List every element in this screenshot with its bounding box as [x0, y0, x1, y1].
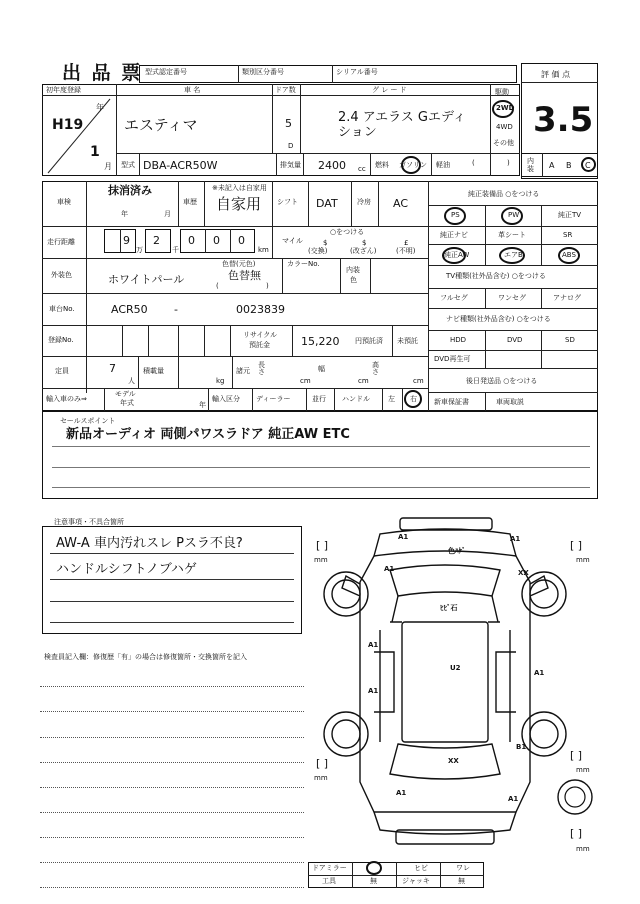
- color-no-label: カラーNo.: [287, 260, 320, 268]
- genuine-sr: SR: [563, 231, 573, 239]
- mark-front-right-fender: A1: [510, 535, 521, 543]
- car-damage-diagram: [320, 512, 570, 852]
- tread-unit-spare: mm: [576, 845, 590, 853]
- tread-front-left: [ ]: [316, 539, 329, 552]
- genuine-tv: 純正TV: [558, 211, 582, 219]
- load-label: 積載量: [143, 367, 164, 375]
- doors-value: 5: [285, 117, 292, 130]
- first-reg-year: H19: [52, 117, 84, 133]
- model-year-unit: 年: [199, 401, 206, 409]
- genuine-airbag-circle: [499, 247, 525, 264]
- jack-label: ジャッキ: [402, 877, 430, 885]
- notes-label: 注意事項・不具合箇所: [54, 518, 124, 526]
- navi-dvd: DVD: [507, 336, 523, 344]
- genuine-abs: ABS: [562, 251, 576, 259]
- tread-unit-fr: mm: [576, 556, 590, 564]
- evaluation-score: 3.5: [533, 100, 594, 140]
- interior-a: A: [549, 161, 555, 170]
- model-value: DBA-ACR50W: [143, 159, 218, 172]
- import-dealer: ディーラー: [256, 395, 291, 403]
- genuine-pw: PW: [508, 211, 520, 219]
- mirror-crack: ヒビ: [414, 864, 428, 872]
- shift-label: シフト: [277, 198, 298, 206]
- exterior-label: 外装色: [51, 271, 72, 279]
- month-unit: 月: [104, 162, 112, 171]
- interior-color-label-2: 色: [350, 276, 357, 284]
- model-year-label-1: モデル: [115, 390, 136, 398]
- genuine-ps: PS: [451, 211, 460, 219]
- handle-label: ハンドル: [342, 395, 370, 403]
- tools-label: 工具: [322, 877, 336, 885]
- genuine-aw-circle: [442, 247, 466, 264]
- navi-hdd: HDD: [450, 336, 467, 344]
- drive-4wd: 4WD: [496, 123, 513, 131]
- mileage-unit: km: [258, 246, 269, 254]
- displacement-label: 排気量: [280, 161, 301, 169]
- tread-spare: [ ]: [570, 827, 583, 840]
- circle-note: ○をつける: [330, 228, 365, 236]
- mirror-label: ドアミラー: [312, 864, 347, 872]
- interior-label: 内装: [527, 157, 534, 173]
- handle-left: 左: [388, 395, 395, 403]
- recycle-value: 15,220: [301, 335, 340, 348]
- model-year-label-2: 年式: [120, 399, 134, 407]
- navi-sd: SD: [565, 336, 575, 344]
- tools-value: 無: [370, 877, 377, 885]
- model-label: 型式: [121, 161, 135, 169]
- inspector-label: 検査員記入欄：修復歴「有」の場合は修復箇所・交換箇所を記入: [44, 653, 247, 661]
- tread-unit-rl: mm: [314, 774, 328, 782]
- genuine-abs-circle: [558, 247, 580, 264]
- mark-windshield: ﾋﾋﾞ石: [440, 604, 458, 612]
- jack-value: 無: [458, 877, 465, 885]
- chassis-label: 車台No.: [49, 305, 75, 313]
- recycle-paid: 円預託済: [355, 337, 383, 345]
- displacement-unit: cc: [358, 165, 366, 173]
- repaint-value: 色替無: [228, 269, 261, 282]
- doors-unit: D: [288, 142, 294, 150]
- interior-color-label-1: 内装: [346, 266, 360, 274]
- mark-front-left: A1: [384, 565, 395, 573]
- id-number-row: [139, 65, 517, 83]
- drive-label: 駆動: [495, 88, 509, 96]
- recycle-unpaid: 未預託: [397, 337, 418, 345]
- grade-value-2: ション: [338, 125, 377, 140]
- genuine-title: 純正装備品 ○をつける: [468, 190, 540, 198]
- genuine-ps-circle: [444, 207, 466, 225]
- drive-other: その他: [493, 139, 514, 147]
- mark-rear-bumper-left: A1: [396, 789, 407, 797]
- doors-label: ドア数: [275, 86, 296, 94]
- mark-right-door: A1: [534, 669, 545, 677]
- capacity-label: 定員: [55, 367, 69, 375]
- recycle-label-2: 預託金: [249, 341, 270, 349]
- import-parallel: 並行: [312, 395, 326, 403]
- inspection-value: 抹消済み: [108, 184, 152, 197]
- mileage-digit-1: 9: [123, 234, 130, 247]
- height-label: 高さ: [372, 361, 379, 376]
- length-label: 長さ: [258, 361, 265, 376]
- mirror-selected-circle: [366, 861, 382, 875]
- mileage-digit-5: 0: [238, 234, 245, 247]
- mark-front-bumper: A1: [398, 533, 409, 541]
- tv-oneseg: ワンセグ: [498, 294, 526, 302]
- fuel-gasoline: ガソリン: [399, 161, 427, 169]
- mark-rear-window: XX: [448, 757, 459, 765]
- note-line-1: AW-A 車内汚れスレ Pスラ不良?: [56, 536, 243, 551]
- type-cert-label: 型式認定番号: [145, 68, 187, 76]
- history-label: 車歴: [183, 198, 197, 206]
- displacement-value: 2400: [318, 159, 346, 172]
- mark-left-door: A1: [368, 641, 379, 649]
- genuine-navi: 純正ナビ: [440, 231, 468, 239]
- mileage-sen: 千: [172, 246, 179, 254]
- dims-label: 諸元: [236, 367, 250, 375]
- inspection-year: 年: [121, 210, 128, 218]
- car-name-label: 車 名: [184, 86, 201, 94]
- width-unit: cm: [358, 377, 369, 385]
- later-manual: 車両取説: [496, 398, 524, 406]
- mileage-digit-4: 0: [213, 234, 220, 247]
- drive-2wd: 2WD: [496, 104, 515, 112]
- handle-selected-circle: [404, 390, 422, 408]
- tv-title: TV種類(社外品含む) ○をつける: [446, 272, 546, 280]
- tread-unit-rr: mm: [576, 766, 590, 774]
- note-line-2: ハンドルシフトノブハゲ: [56, 562, 197, 577]
- interior-selected-circle: [581, 157, 596, 172]
- length-unit: cm: [300, 377, 311, 385]
- mark-front-right-wheel: XX: [518, 569, 529, 577]
- tread-front-right: [ ]: [570, 539, 583, 552]
- grade-value-1: 2.4 アエラス Gエディ: [338, 110, 466, 125]
- genuine-leather: 革シート: [498, 231, 526, 239]
- fuel-diesel: 軽油: [436, 161, 450, 169]
- tread-rear-left: [ ]: [316, 757, 329, 770]
- chassis-prefix: ACR50: [111, 303, 148, 316]
- grade-label: グ レ ー ド: [372, 86, 407, 94]
- serial-label: シリアル番号: [336, 68, 378, 76]
- later-title: 後日発送品 ○をつける: [466, 377, 538, 385]
- handle-right: 右: [410, 395, 417, 403]
- mirror-break: ワレ: [456, 864, 470, 872]
- mileage-digit-3: 0: [188, 234, 195, 247]
- mileage-man: 万: [136, 246, 143, 254]
- exterior-value: ホワイトパール: [108, 273, 185, 286]
- genuine-pw-circle: [501, 207, 523, 225]
- category-label: 類別区分番号: [242, 68, 284, 76]
- mileage-exchanged: (交換): [308, 247, 328, 255]
- mark-roof: U2: [450, 664, 461, 672]
- evaluation-label: 評 価 点: [541, 70, 571, 79]
- chassis-number: 0023839: [236, 303, 285, 316]
- history-value: 自家用: [216, 195, 262, 213]
- tv-fullseg: フルセグ: [440, 294, 468, 302]
- mileage-unknown: (不明): [396, 247, 416, 255]
- mileage-digit-2: 2: [153, 234, 160, 247]
- mark-rear-right: B1: [516, 743, 527, 751]
- capacity-unit: 人: [128, 377, 135, 385]
- fuel-label: 燃料: [375, 161, 389, 169]
- genuine-aw: 純正AW: [444, 251, 470, 259]
- first-reg-month: 1: [90, 144, 100, 160]
- spare-tire: [556, 778, 594, 816]
- tread-rear-right: [ ]: [570, 749, 583, 762]
- dvd-playback: DVD再生可: [434, 355, 471, 363]
- capacity-value: 7: [109, 362, 116, 375]
- recycle-label-1: リサイクル: [243, 331, 278, 339]
- import-type-label: 輸入区分: [212, 395, 240, 403]
- sales-point-text: 新品オーディオ 両側パワスラドア 純正AW ETC: [66, 427, 350, 442]
- form-title: 出 品 票: [62, 62, 143, 84]
- ac-value: AC: [393, 197, 409, 210]
- first-reg-label: 初年度登録: [46, 86, 81, 94]
- repaint-label: 色替(元色): [222, 260, 256, 268]
- mile-label: マイル: [282, 237, 303, 245]
- inspection-month: 月: [164, 210, 171, 218]
- mark-left-slide: A1: [368, 687, 379, 695]
- sales-point-label: セールスポイント: [60, 417, 116, 425]
- year-unit: 年: [96, 103, 104, 112]
- interior-c: C: [585, 161, 591, 170]
- inspection-label: 車検: [57, 198, 71, 206]
- mileage-modified: (改ざん): [350, 247, 377, 255]
- shift-value: DAT: [316, 197, 338, 210]
- width-label: 幅: [318, 365, 325, 373]
- tv-analog: アナログ: [553, 294, 581, 302]
- import-label: 輸入車のみ⇒: [46, 395, 87, 403]
- chassis-dash: -: [174, 303, 178, 316]
- later-warranty: 新車保証書: [434, 398, 469, 406]
- mark-hood-paint: 色ﾊｹﾞ: [448, 547, 466, 555]
- height-unit: cm: [413, 377, 424, 385]
- fuel-selected-circle: [401, 156, 421, 174]
- ac-label: 冷房: [357, 198, 371, 206]
- car-name: エスティマ: [124, 116, 198, 134]
- reg-no-label: 登録No.: [48, 336, 74, 344]
- tread-unit-fl: mm: [314, 556, 328, 564]
- history-note: ※未記入は自家用: [212, 184, 267, 192]
- sales-point-box: [42, 411, 598, 499]
- load-unit: kg: [216, 377, 225, 385]
- navi-title: ナビ種類(社外品含む) ○をつける: [446, 315, 551, 323]
- mileage-label: 走行距離: [47, 238, 75, 246]
- mark-rear-bumper-right: A1: [508, 795, 519, 803]
- interior-b: B: [566, 161, 572, 170]
- genuine-airbag: エアB: [504, 251, 523, 259]
